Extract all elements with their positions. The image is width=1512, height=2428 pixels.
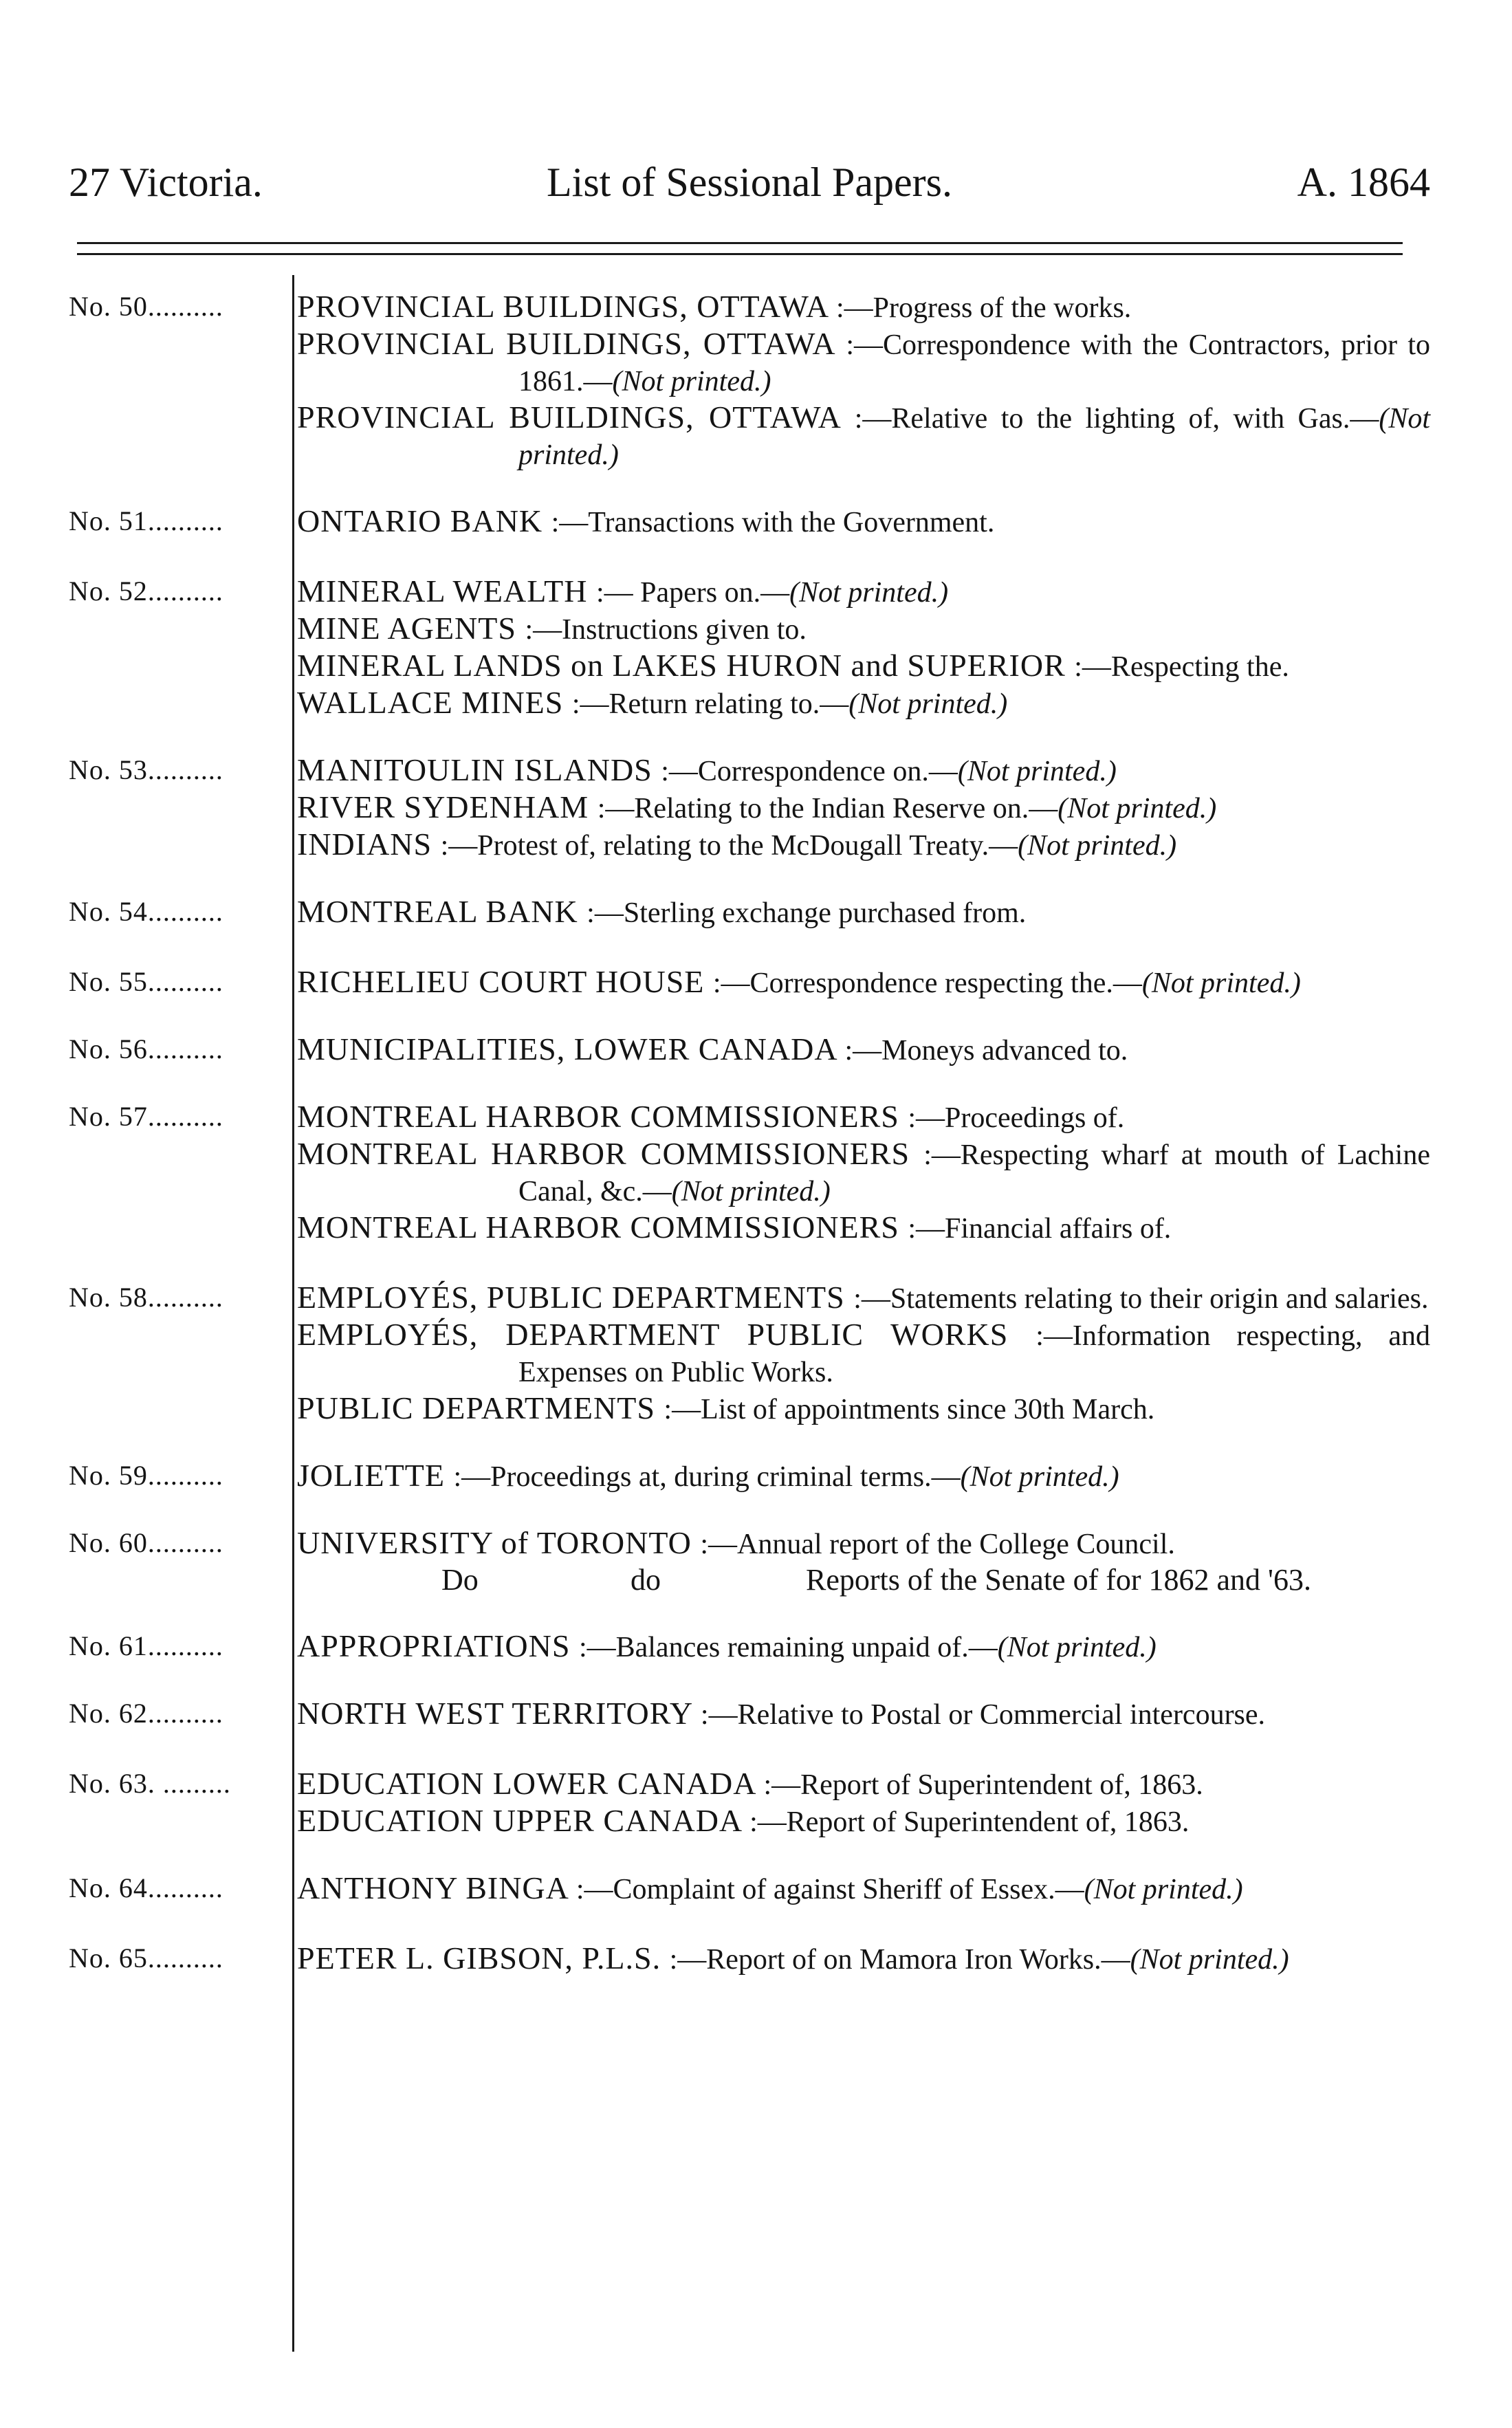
entry-items — [297, 1696, 1430, 1733]
paper-subject: EDUCATION UPPER CANADA — [297, 1803, 750, 1838]
paper-item — [297, 1390, 1430, 1428]
entry-row — [69, 1940, 1430, 1978]
paper-item — [297, 1940, 1430, 1978]
paper-description: :—Instructions given to. — [525, 614, 807, 646]
paper-subject: ONTARIO BANK — [297, 503, 551, 538]
entry-row — [69, 1696, 1430, 1733]
entry-row — [69, 573, 1430, 722]
paper-item — [297, 1099, 1430, 1136]
paper-item — [297, 648, 1430, 685]
paper-subject: NORTH WEST TERRITORY — [297, 1696, 701, 1731]
paper-description: :—Report of Superintendent of, 1863. — [749, 1806, 1190, 1838]
entry-number: No. 59.......... — [69, 1460, 223, 1491]
entry-items — [297, 752, 1430, 864]
not-printed-note: (Not printed.) — [1018, 830, 1177, 862]
sessional-papers-list — [69, 289, 1430, 1978]
entry-row — [69, 964, 1430, 1001]
paper-item — [297, 573, 1430, 611]
paper-description: :—Complaint of against Sheriff of Essex.— — [576, 1874, 1084, 1905]
not-printed-note: (Not printed.) — [957, 756, 1117, 787]
paper-item — [297, 1210, 1430, 1247]
paper-subject: EMPLOYÉS, PUBLIC DEPARTMENTS — [297, 1280, 854, 1315]
header-title: List of Sessional Papers. — [547, 160, 952, 205]
entry-number: No. 51.......... — [69, 505, 223, 536]
paper-subject: RIVER SYDENHAM — [297, 789, 598, 824]
paper-description: :—Correspondence with the Contractors, prior to 1861.— — [518, 329, 1430, 397]
paper-description: :—Relative to Postal or Commercial intercourse. — [700, 1699, 1266, 1731]
paper-description: :— Papers on.— — [595, 577, 790, 609]
paper-subject: EDUCATION LOWER CANADA — [297, 1766, 764, 1801]
entry-row — [69, 1031, 1430, 1069]
paper-subject: ANTHONY BINGA — [297, 1870, 576, 1905]
paper-description: :—Annual report of the College Council. — [700, 1529, 1175, 1560]
paper-subject: PROVINCIAL BUILDINGS, OTTAWA — [297, 289, 837, 324]
paper-description: :—Relating to the Indian Reserve on.— — [597, 793, 1058, 824]
paper-subject: PROVINCIAL BUILDINGS, OTTAWA — [297, 326, 846, 361]
entry-items — [297, 573, 1430, 722]
paper-description: :—List of appointments since 30th March. — [664, 1394, 1155, 1425]
entry-items — [297, 289, 1430, 473]
entry-items — [297, 1031, 1430, 1069]
paper-description: :—Relative to the lighting of, with Gas.— — [854, 403, 1379, 435]
entry-number: No. 52.......... — [69, 576, 223, 606]
paper-description: :—Information respecting, and Expenses on Public Works. — [518, 1320, 1430, 1388]
paper-item — [297, 1458, 1430, 1495]
paper-description: :—Proceedings of. — [908, 1102, 1125, 1134]
entry-items — [297, 1280, 1430, 1428]
not-printed-note: (Not printed.) — [671, 1176, 831, 1207]
not-printed-note: (Not printed.) — [1058, 793, 1217, 824]
not-printed-note: (Not printed.) — [612, 366, 771, 397]
paper-subject: INDIANS — [297, 827, 441, 862]
paper-description: :—Protest of, relating to the McDougall Treaty.— — [440, 830, 1018, 862]
entry-row — [69, 1280, 1430, 1428]
entry-items — [297, 1940, 1430, 1978]
paper-subject: RICHELIEU COURT HOUSE — [297, 964, 713, 999]
paper-subject: PETER L. GIBSON, P.L.S. — [297, 1940, 670, 1976]
paper-subject: MANITOULIN ISLANDS — [297, 752, 661, 787]
entry-items — [297, 1099, 1430, 1247]
paper-subject: MONTREAL BANK — [297, 894, 587, 929]
entry-number: No. 62.......... — [69, 1698, 223, 1729]
not-printed-note: (Not printed.) — [1141, 967, 1301, 999]
paper-item — [297, 289, 1430, 326]
not-printed-note: (Not printed.) — [960, 1461, 1119, 1493]
entry-number: No. 53.......... — [69, 754, 223, 785]
ditto-text: do — [631, 1563, 661, 1597]
paper-item — [297, 503, 1430, 540]
page-header — [69, 155, 1430, 210]
entry-number: No. 60.......... — [69, 1527, 223, 1558]
paper-subject: EMPLOYÉS, DEPARTMENT PUBLIC WORKS — [297, 1317, 1036, 1352]
paper-description: :—Respecting the. — [1074, 651, 1289, 683]
entry-number: No. 65.......... — [69, 1943, 223, 1973]
paper-description: :—Correspondence respecting the.— — [712, 967, 1142, 999]
paper-item — [297, 1525, 1430, 1562]
entry-row — [69, 1458, 1430, 1495]
paper-description: :—Report of on Mamora Iron Works.— — [669, 1944, 1130, 1976]
paper-description: :—Balances remaining unpaid of.— — [578, 1632, 998, 1663]
entry-row — [69, 752, 1430, 864]
paper-item — [297, 1696, 1430, 1733]
ditto-text: Do — [441, 1563, 479, 1597]
not-printed-note: (Not printed.) — [518, 403, 1430, 471]
paper-subject: APPROPRIATIONS — [297, 1628, 579, 1663]
paper-item — [297, 1031, 1430, 1069]
paper-item — [297, 1628, 1430, 1665]
paper-description: :—Progress of the works. — [836, 292, 1132, 324]
paper-item — [297, 827, 1430, 864]
not-printed-note: (Not printed.) — [848, 688, 1008, 720]
not-printed-note: (Not printed.) — [1084, 1874, 1243, 1905]
paper-description: :—Transactions with the Government. — [551, 507, 995, 538]
paper-item — [297, 400, 1430, 473]
paper-description: :—Statements relating to their origin and salaries. — [853, 1283, 1429, 1315]
entry-number: No. 58.......... — [69, 1282, 223, 1313]
paper-item — [297, 894, 1430, 931]
entry-row — [69, 1628, 1430, 1665]
paper-description: :—Report of Superintendent of, 1863. — [763, 1769, 1203, 1801]
entry-items — [297, 1458, 1430, 1495]
paper-item — [297, 1870, 1430, 1907]
paper-item — [297, 964, 1430, 1001]
paper-subject: MUNICIPALITIES, LOWER CANADA — [297, 1031, 845, 1067]
paper-item — [297, 326, 1430, 400]
ditto-text: Reports of the Senate of for 1862 and '63. — [806, 1563, 1311, 1597]
entry-row — [69, 1870, 1430, 1907]
paper-description: :—Respecting wharf at mouth of Lachine Canal, &c.— — [518, 1139, 1430, 1207]
paper-subject: PUBLIC DEPARTMENTS — [297, 1390, 664, 1425]
paper-description: :—Return relating to.— — [571, 688, 849, 720]
paper-description: :—Proceedings at, during criminal terms.— — [453, 1461, 961, 1493]
entry-items — [297, 1628, 1430, 1665]
paper-subject: WALLACE MINES — [297, 685, 572, 720]
paper-subject: MONTREAL HARBOR COMMISSIONERS — [297, 1099, 908, 1134]
header-session: 27 Victoria. — [69, 160, 263, 205]
entry-number: No. 63. ......... — [69, 1768, 231, 1799]
entry-items — [297, 894, 1430, 931]
paper-subject: PROVINCIAL BUILDINGS, OTTAWA — [297, 400, 855, 435]
entry-row — [69, 1766, 1430, 1840]
paper-item — [297, 789, 1430, 827]
entry-items — [297, 1525, 1430, 1598]
paper-subject: MONTREAL HARBOR COMMISSIONERS — [297, 1136, 924, 1171]
not-printed-note: (Not printed.) — [1130, 1944, 1289, 1976]
paper-item — [297, 752, 1430, 789]
entry-row — [69, 894, 1430, 931]
header-rule-bottom — [77, 253, 1403, 255]
entry-number: No. 61.......... — [69, 1630, 223, 1661]
paper-item — [297, 611, 1430, 648]
paper-item — [297, 1317, 1430, 1390]
paper-description: :—Correspondence on.— — [661, 756, 958, 787]
paper-item — [297, 1766, 1430, 1803]
paper-subject: MINERAL WEALTH — [297, 573, 596, 609]
paper-description: :—Sterling exchange purchased from. — [587, 897, 1027, 929]
entry-number: No. 50.......... — [69, 291, 223, 322]
entry-row — [69, 1099, 1430, 1247]
entry-row — [69, 289, 1430, 473]
header-year: A. 1864 — [1297, 160, 1430, 205]
entry-row — [69, 1525, 1430, 1598]
entry-number: No. 56.......... — [69, 1033, 223, 1064]
entry-items — [297, 1766, 1430, 1840]
paper-item — [297, 1280, 1430, 1317]
paper-subject: UNIVERSITY of TORONTO — [297, 1525, 701, 1560]
paper-item — [297, 685, 1430, 722]
paper-description: :—Financial affairs of. — [908, 1213, 1172, 1245]
entry-number: No. 54.......... — [69, 896, 223, 927]
entry-number: No. 55.......... — [69, 966, 223, 997]
paper-subject: MINE AGENTS — [297, 611, 525, 646]
entry-number: No. 64.......... — [69, 1872, 223, 1903]
entry-items — [297, 964, 1430, 1001]
entry-items — [297, 503, 1430, 540]
entry-items — [297, 1870, 1430, 1907]
paper-subject: MONTREAL HARBOR COMMISSIONERS — [297, 1210, 908, 1245]
not-printed-note: (Not printed.) — [789, 577, 949, 609]
paper-description: :—Moneys advanced to. — [844, 1035, 1128, 1067]
paper-item — [297, 1136, 1430, 1210]
entry-row — [69, 503, 1430, 540]
paper-subject: JOLIETTE — [297, 1458, 454, 1493]
header-rule-top — [77, 242, 1403, 244]
paper-subject: MINERAL LANDS on LAKES HURON and SUPERIOR — [297, 648, 1075, 683]
not-printed-note: (Not printed.) — [997, 1632, 1157, 1663]
paper-item — [297, 1803, 1430, 1840]
ditto-line — [297, 1562, 1430, 1598]
entry-number: No. 57.......... — [69, 1101, 223, 1132]
